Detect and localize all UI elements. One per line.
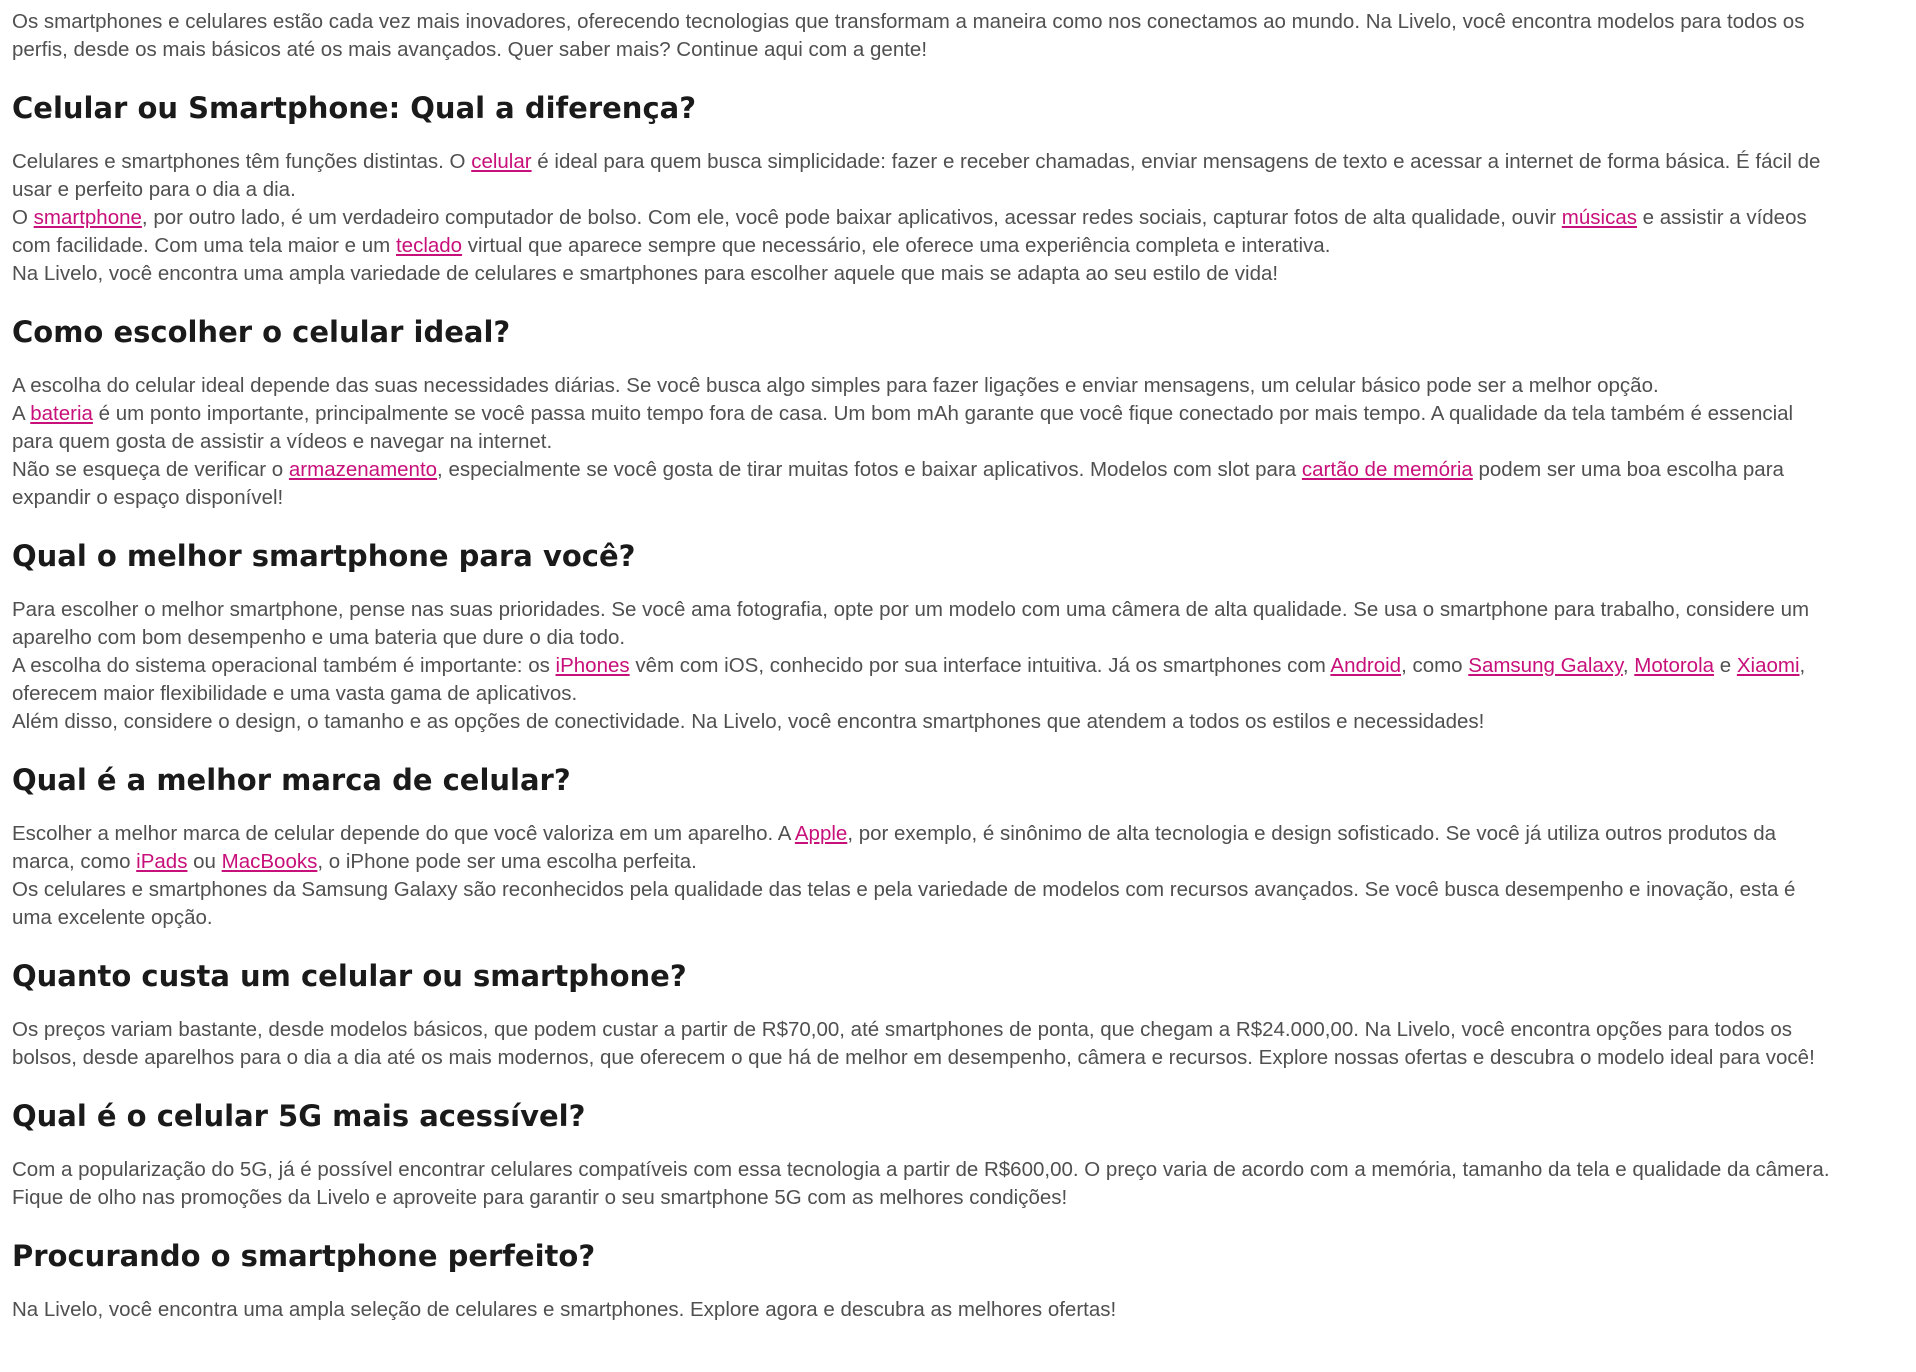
paragraph: Com a popularização do 5G, já é possível encontrar celulares compatíveis com essa tecnologia a partir de R$600,00. O preço varia de acordo com a memória, tamanho da tela e qualidade da câmera. Fique de olho nas promoções da Livelo e aproveite para garantir o seu smartphone 5G com as melhores condições! xyxy=(12,1158,1830,1209)
link-iphones[interactable]: iPhones xyxy=(555,654,630,677)
link-musicas[interactable]: músicas xyxy=(1561,206,1637,229)
link-smartphone[interactable]: smartphone xyxy=(33,206,142,229)
text-span: podem ser uma boa escolha para expandir o espaço disponível! xyxy=(12,458,1784,509)
heading-celular-ou-smartphone: Celular ou Smartphone: Qual a diferença? xyxy=(12,91,697,125)
text-span: é um ponto importante, principalmente se você passa muito tempo fora de casa. Um bom mAh garante que você fique conectado por mais tempo. A qualidade da tela também é essencial para quem gosta de assistir a vídeos e navegar na internet. xyxy=(12,402,1794,453)
paragraph xyxy=(12,400,1832,456)
text-span: Escolher a melhor marca de celular depende do que você valoriza em um aparelho. A xyxy=(12,822,795,845)
paragraph xyxy=(12,820,1832,876)
intro-paragraph: Os smartphones e celulares estão cada vez mais inovadores, oferecendo tecnologias que transformam a maneira como nos conectamos ao mundo. Na Livelo, você encontra modelos para todos os perfis, desde os mais básicos até os mais avançados. Quer saber mais? Continue aqui com a gente! xyxy=(12,10,1805,61)
heading-smartphone-perfeito: Procurando o smartphone perfeito? xyxy=(12,1239,596,1273)
link-motorola[interactable]: Motorola xyxy=(1634,654,1715,677)
heading-melhor-marca: Qual é a melhor marca de celular? xyxy=(12,763,571,797)
section-smartphone-perfeito xyxy=(12,1296,1832,1324)
paragraph: A escolha do celular ideal depende das suas necessidades diárias. Se você busca algo simples para fazer ligações e enviar mensagens, um celular básico pode ser a melhor opção. xyxy=(12,374,1659,397)
link-bateria[interactable]: bateria xyxy=(30,402,93,425)
text-span: , oferecem maior flexibilidade e uma vasta gama de aplicativos. xyxy=(12,654,1806,705)
paragraph: Na Livelo, você encontra uma ampla variedade de celulares e smartphones para escolher aquele que mais se adapta ao seu estilo de vida! xyxy=(12,262,1279,285)
text-span: Celulares e smartphones têm funções distintas. O xyxy=(12,150,472,173)
text-span: virtual que aparece sempre que necessário, ele oferece uma experiência completa e interativa. xyxy=(462,234,1331,257)
link-android[interactable]: Android xyxy=(1330,654,1402,677)
link-cartao-de-memoria[interactable]: cartão de memória xyxy=(1301,458,1473,481)
text-span: , especialmente se você gosta de tirar muitas fotos e baixar aplicativos. Modelos com slot para xyxy=(437,458,1302,481)
link-ipads[interactable]: iPads xyxy=(136,850,188,873)
paragraph xyxy=(12,456,1832,512)
text-span: , o iPhone pode ser uma escolha perfeita. xyxy=(317,850,697,873)
link-macbooks[interactable]: MacBooks xyxy=(221,850,318,873)
intro-section xyxy=(12,8,1832,64)
text-span: é ideal para quem busca simplicidade: fazer e receber chamadas, enviar mensagens de texto e acessar a internet de forma básica. É fácil de usar e perfeito para o dia a dia. xyxy=(12,150,1821,201)
heading-como-escolher: Como escolher o celular ideal? xyxy=(12,315,511,349)
section-melhor-smartphone xyxy=(12,596,1832,736)
text-span: vêm com iOS, conhecido por sua interface intuitiva. Já os smartphones com xyxy=(629,654,1331,677)
link-celular[interactable]: celular xyxy=(471,150,532,173)
section-celular-5g xyxy=(12,1156,1832,1212)
section-quanto-custa xyxy=(12,1016,1832,1072)
text-span: Não se esqueça de verificar o xyxy=(12,458,289,481)
heading-melhor-smartphone: Qual o melhor smartphone para você? xyxy=(12,539,636,573)
text-span: , por outro lado, é um verdadeiro computador de bolso. Com ele, você pode baixar aplicativos, acessar redes sociais, capturar fotos de alta qualidade, ouvir xyxy=(141,206,1562,229)
article-content xyxy=(12,8,1832,1324)
paragraph xyxy=(12,204,1832,260)
link-xiaomi[interactable]: Xiaomi xyxy=(1736,654,1800,677)
paragraph: Na Livelo, você encontra uma ampla seleção de celulares e smartphones. Explore agora e descubra as melhores ofertas! xyxy=(12,1298,1117,1321)
section-celular-ou-smartphone xyxy=(12,148,1832,288)
paragraph: Além disso, considere o design, o tamanho e as opções de conectividade. Na Livelo, você encontra smartphones que atendem a todos os estilos e necessidades! xyxy=(12,710,1485,733)
link-armazenamento[interactable]: armazenamento xyxy=(288,458,438,481)
text-span: A xyxy=(12,402,31,425)
link-apple[interactable]: Apple xyxy=(794,822,848,845)
paragraph: Os celulares e smartphones da Samsung Galaxy são reconhecidos pela qualidade das telas e pela variedade de modelos com recursos avançados. Se você busca desempenho e inovação, esta é uma excelente opção. xyxy=(12,878,1796,929)
paragraph: Para escolher o melhor smartphone, pense nas suas prioridades. Se você ama fotografia, opte por um modelo com uma câmera de alta qualidade. Se usa o smartphone para trabalho, considere um aparelho com bom desempenho e uma bateria que dure o dia todo. xyxy=(12,598,1810,649)
heading-quanto-custa: Quanto custa um celular ou smartphone? xyxy=(12,959,687,993)
paragraph: Os preços variam bastante, desde modelos básicos, que podem custar a partir de R$70,00, até smartphones de ponta, que chegam a R$24.000,00. Na Livelo, você encontra opções para todos os bolsos, desde aparelhos para o dia a dia até os mais modernos, que oferecem o que há de melhor em desempenho, câmera e recursos. Explore nossas ofertas e descubra o modelo ideal para você! xyxy=(12,1018,1815,1069)
paragraph xyxy=(12,148,1832,204)
text-span: , xyxy=(1622,654,1635,677)
link-samsung-galaxy[interactable]: Samsung Galaxy xyxy=(1468,654,1623,677)
text-span: e xyxy=(1714,654,1737,677)
text-span: , como xyxy=(1401,654,1469,677)
text-span: e assistir a vídeos com facilidade. Com uma tela maior e um xyxy=(12,206,1807,257)
text-span: , por exemplo, é sinônimo de alta tecnologia e design sofisticado. Se você já utiliza outros produtos da marca, como xyxy=(12,822,1777,873)
link-teclado[interactable]: teclado xyxy=(395,234,463,257)
text-span: O xyxy=(12,206,34,229)
text-span: A escolha do sistema operacional também é importante: os xyxy=(12,654,556,677)
text-span: ou xyxy=(187,850,222,873)
paragraph xyxy=(12,652,1832,708)
section-melhor-marca xyxy=(12,820,1832,932)
heading-celular-5g: Qual é o celular 5G mais acessível? xyxy=(12,1099,586,1133)
section-como-escolher xyxy=(12,372,1832,512)
